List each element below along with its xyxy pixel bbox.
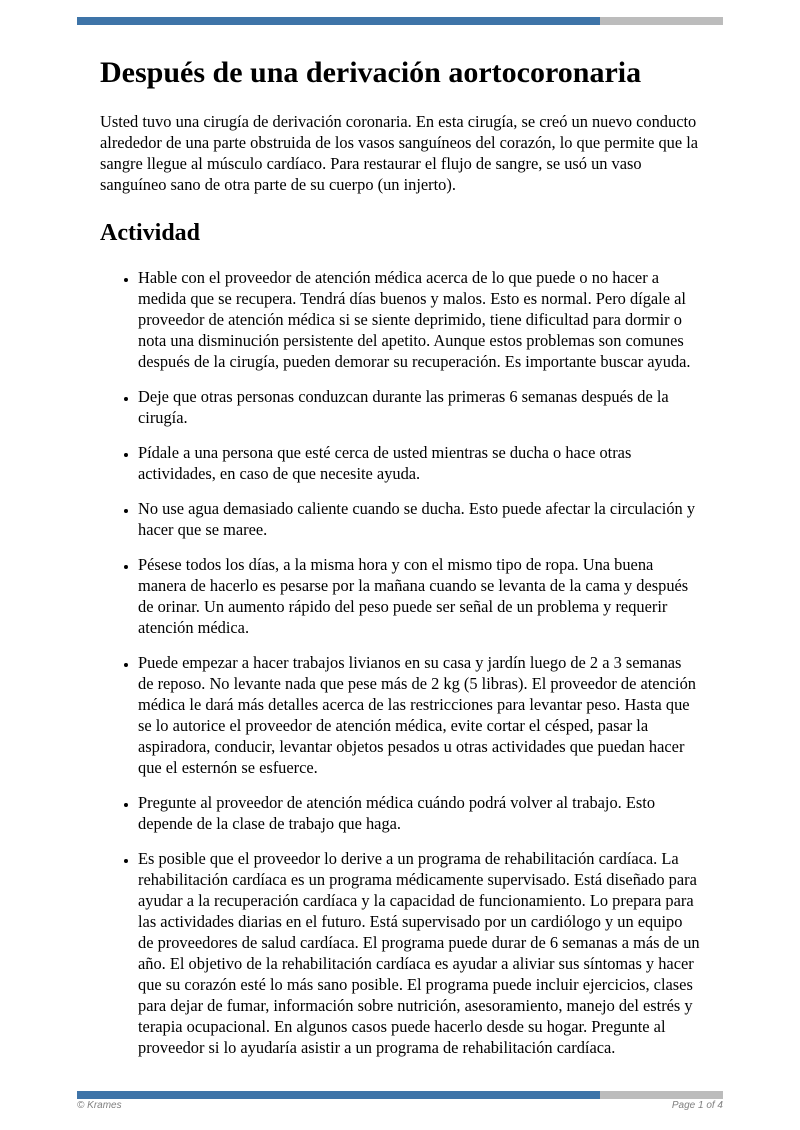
list-item: • Es posible que el proveedor lo derive a un programa de rehabilitación cardíaca. La rehabilitación cardíaca es un programa médicamente supervisado. Está diseñado para ayudar a la recuperación cardíaca y la capacidad de funcionamiento. Lo prepara para las actividades diarias en el futuro. Está supervisado por un cardiólogo y un equipo de proveedores de salud cardíaca. El programa puede durar de 6 semanas a más de un año. El objetivo de la rehabilitación cardíaca es ayudar a aliviar sus síntomas y hacer que su corazón esté lo más sano posible. El programa puede incluir ejercicios, clases para dejar de fumar, información sobre nutrición, asesoramiento, manejo del estrés y terapia ocupacional. En algunos casos puede hacerlo desde su hogar. Pregunte al proveedor si lo ayudaría asistir a un programa de rehabilitación cardíaca. (138, 848, 700, 1058)
list-item: • Pésese todos los días, a la misma hora y con el mismo tipo de ropa. Una buena manera de hacerlo es pesarse por la mañana cuando se levanta de la cama y después de orinar. Un aumento rápido del peso puede ser señal de un problema y requerir atención médica. (138, 554, 700, 638)
activity-bullet-list (100, 267, 700, 1058)
list-item: • Deje que otras personas conduzcan durante las primeras 6 semanas después de la cirugía. (138, 386, 700, 428)
footer (77, 1100, 723, 1111)
list-item: • Puede empezar a hacer trabajos livianos en su casa y jardín luego de 2 a 3 semanas de reposo. No levante nada que pese más de 2 kg (5 libras). El proveedor de atención médica le dará más detalles acerca de las restricciones para levantar peso. Hasta que se lo autorice el proveedor de atención médica, evite cortar el césped, pasar la aspiradora, conducir, levantar objetos pesados u otras actividades que puedan hacer que el esternón se esfuerce. (138, 652, 700, 778)
footer-copyright: © Krames (77, 1100, 122, 1111)
footer-page-number: Page 1 of 4 (671, 1100, 723, 1111)
list-item: • Hable con el proveedor de atención médica acerca de lo que puede o no hacer a medida que se recupera. Tendrá días buenos y malos. Esto es normal. Pero dígale al proveedor de atención médica si se siente deprimido, tiene dificultad para dormir o nota una disminución persistente del apetito. Aunque estos problemas son comunes después de la cirugía, pueden demorar su recuperación. Es importante buscar ayuda. (138, 267, 700, 372)
page-title: Después de una derivación aortocoronaria (100, 56, 642, 89)
footer-accent-bar-gray (600, 1091, 723, 1099)
intro-paragraph: Usted tuvo una cirugía de derivación coronaria. En esta cirugía, se creó un nuevo conducto alrededor de una parte obstruida de los vasos sanguíneos del corazón, lo que permite que la sangre llegue al músculo cardíaco. Para restaurar el flujo de sangre, se usó un vaso sanguíneo sano de otra parte de su cuerpo (un injerto). (100, 112, 699, 194)
section-heading-actividad: Actividad (100, 220, 201, 246)
footer-accent-bar-blue (77, 1091, 600, 1099)
list-item: • No use agua demasiado caliente cuando se ducha. Esto puede afectar la circulación y hacer que se maree. (138, 498, 700, 540)
document-body (100, 0, 700, 1072)
list-item: • Pídale a una persona que esté cerca de usted mientras se ducha o hace otras actividades, en caso de que necesite ayuda. (138, 442, 700, 484)
list-item: • Pregunte al proveedor de atención médica cuándo podrá volver al trabajo. Esto depende de la clase de trabajo que haga. (138, 792, 700, 834)
footer-accent-bar (77, 1091, 723, 1099)
